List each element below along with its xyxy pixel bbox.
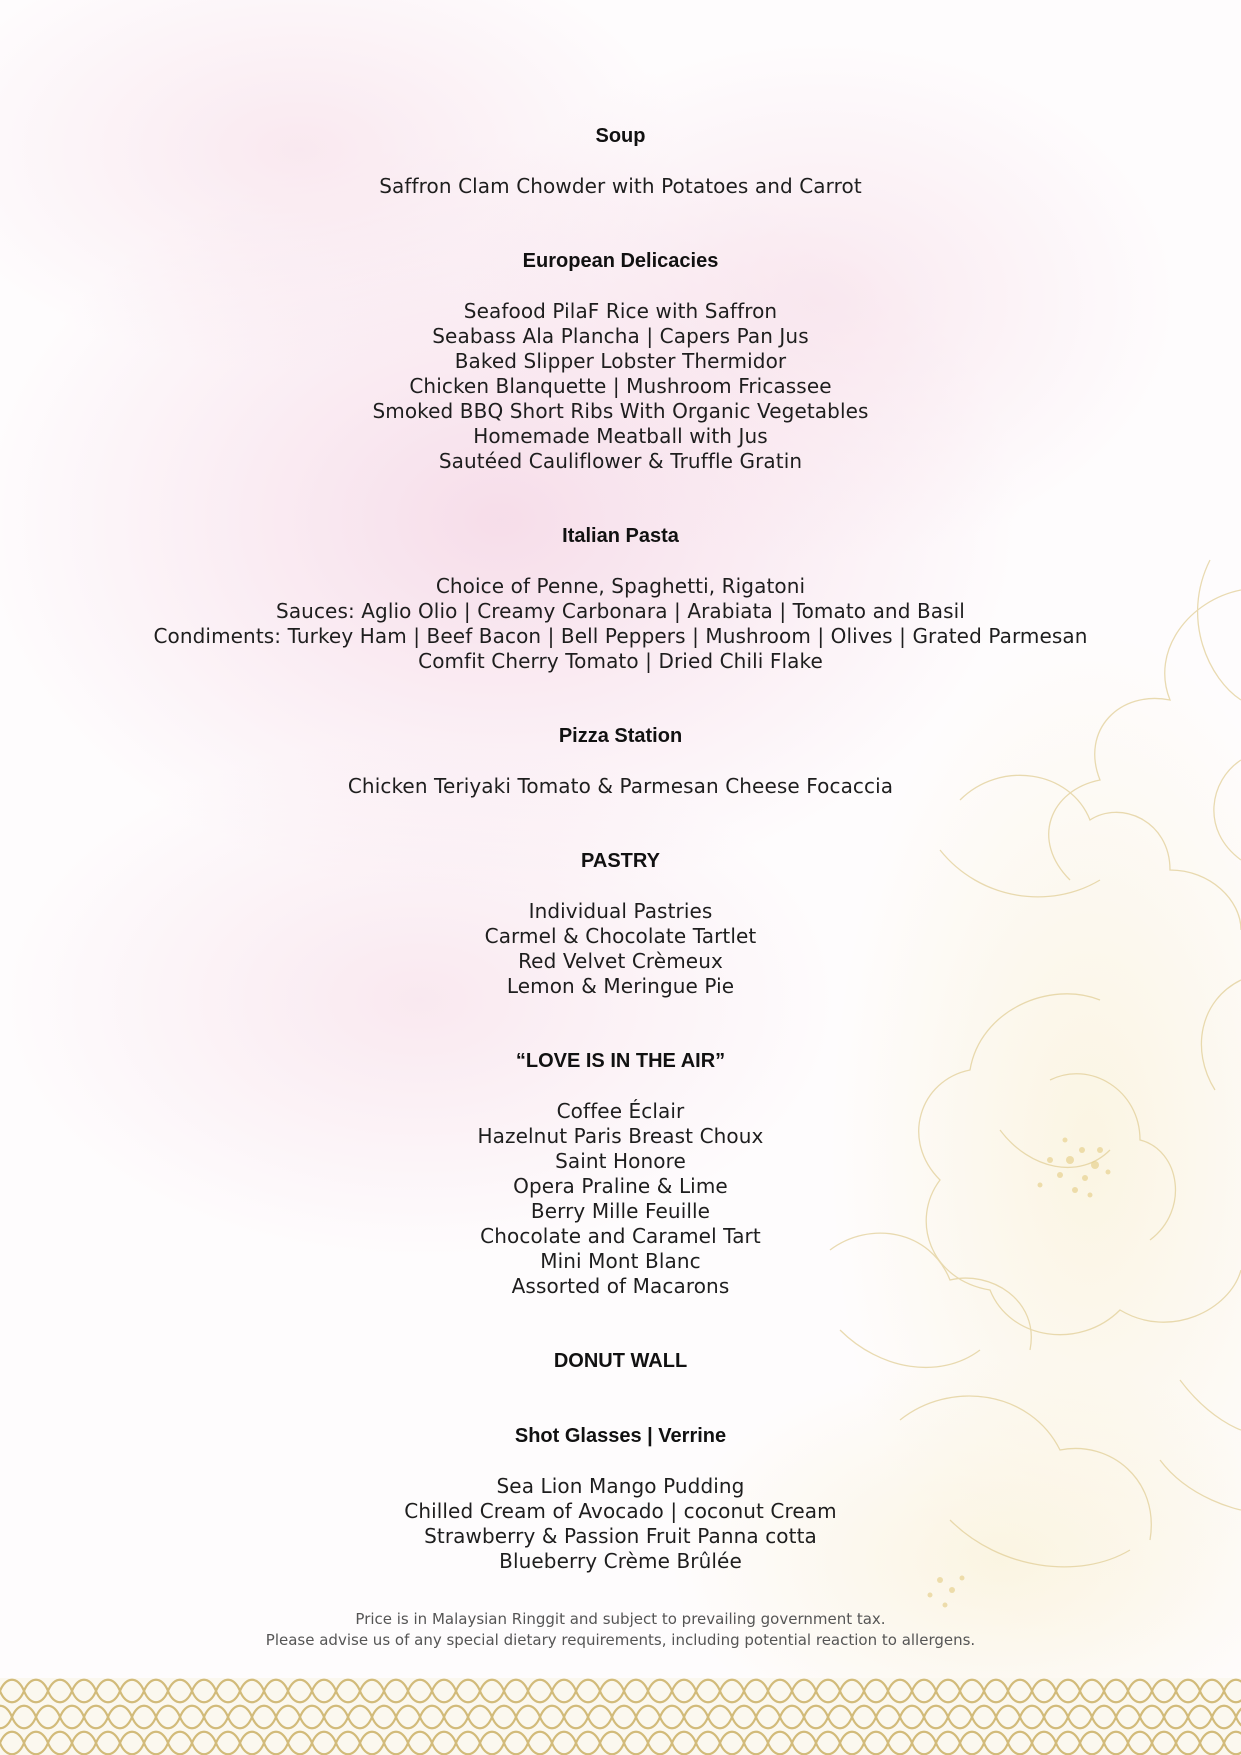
menu-item: Carmel & Chocolate Tartlet — [484, 924, 757, 948]
footer-price-note: Price is in Malaysian Ringgit and subject to prevailing government tax. — [355, 1610, 886, 1628]
menu-item: Berry Mille Feuille — [530, 1199, 711, 1223]
menu-item: Opera Praline & Lime — [513, 1174, 728, 1198]
section-shot-glasses — [0, 1424, 1241, 1574]
section-heading: European Delicacies — [522, 250, 719, 272]
section-pastry — [0, 849, 1241, 999]
menu-item: Chicken Blanquette | Mushroom Fricassee — [409, 374, 832, 398]
menu-item: Coffee Éclair — [556, 1099, 685, 1123]
section-european-delicacies — [0, 249, 1241, 474]
section-italian-pasta — [0, 524, 1241, 674]
menu-item: Strawberry & Passion Fruit Panna cotta — [424, 1524, 817, 1548]
decorative-lattice-border — [0, 1678, 1241, 1755]
menu-item: Sautéed Cauliflower & Truffle Gratin — [438, 449, 803, 473]
menu-item: Saint Honore — [555, 1149, 686, 1173]
menu-item: Individual Pastries — [528, 899, 713, 923]
section-pizza-station — [0, 724, 1241, 799]
section-love-is-in-the-air — [0, 1049, 1241, 1299]
section-soup — [0, 124, 1241, 199]
menu-item: Chicken Teriyaki Tomato & Parmesan Cheese Focaccia — [347, 774, 894, 798]
item-list — [0, 174, 1241, 199]
item-list — [0, 774, 1241, 799]
menu-item: Seabass Ala Plancha | Capers Pan Jus — [432, 324, 809, 348]
item-list — [0, 1474, 1241, 1574]
section-heading: Soup — [595, 125, 646, 147]
item-list — [0, 299, 1241, 474]
menu-item: Sea Lion Mango Pudding — [496, 1474, 745, 1498]
menu-item: Homemade Meatball with Jus — [473, 424, 768, 448]
footer-allergen-note: Please advise us of any special dietary requirements, including potential reaction to allergens. — [265, 1631, 976, 1649]
menu-item: Lemon & Meringue Pie — [506, 974, 735, 998]
section-heading: “LOVE IS IN THE AIR” — [515, 1050, 726, 1072]
menu-item: Blueberry Crème Brûlée — [499, 1549, 742, 1573]
menu-item: Baked Slipper Lobster Thermidor — [454, 349, 787, 373]
menu-item: Hazelnut Paris Breast Choux — [477, 1124, 764, 1148]
menu-item: Seafood PilaF Rice with Saffron — [463, 299, 778, 323]
menu-item: Saffron Clam Chowder with Potatoes and Carrot — [379, 174, 862, 198]
menu-item: Condiments: Turkey Ham | Beef Bacon | Bell Peppers | Mushroom | Olives | Grated Parmesan — [153, 624, 1088, 648]
section-heading: Shot Glasses | Verrine — [514, 1425, 727, 1447]
section-heading: PASTRY — [581, 850, 660, 872]
menu-item: Smoked BBQ Short Ribs With Organic Vegetables — [372, 399, 869, 423]
item-list — [0, 1099, 1241, 1299]
section-heading: DONUT WALL — [553, 1350, 688, 1372]
menu-item: Chocolate and Caramel Tart — [480, 1224, 761, 1248]
menu-item: Red Velvet Crèmeux — [518, 949, 723, 973]
menu-item: Chilled Cream of Avocado | coconut Cream — [404, 1499, 837, 1523]
item-list — [0, 574, 1241, 674]
section-heading: Italian Pasta — [562, 525, 679, 547]
menu-item: Comfit Cherry Tomato | Dried Chili Flake — [418, 649, 823, 673]
item-list — [0, 899, 1241, 999]
menu-item: Sauces: Aglio Olio | Creamy Carbonara | Arabiata | Tomato and Basil — [276, 599, 965, 623]
footer-note — [0, 1609, 1241, 1651]
menu-item: Choice of Penne, Spaghetti, Rigatoni — [435, 574, 806, 598]
section-heading: Pizza Station — [558, 725, 683, 747]
section-donut-wall — [0, 1349, 1241, 1374]
menu-item: Assorted of Macarons — [511, 1274, 730, 1298]
menu-item: Mini Mont Blanc — [540, 1249, 701, 1273]
